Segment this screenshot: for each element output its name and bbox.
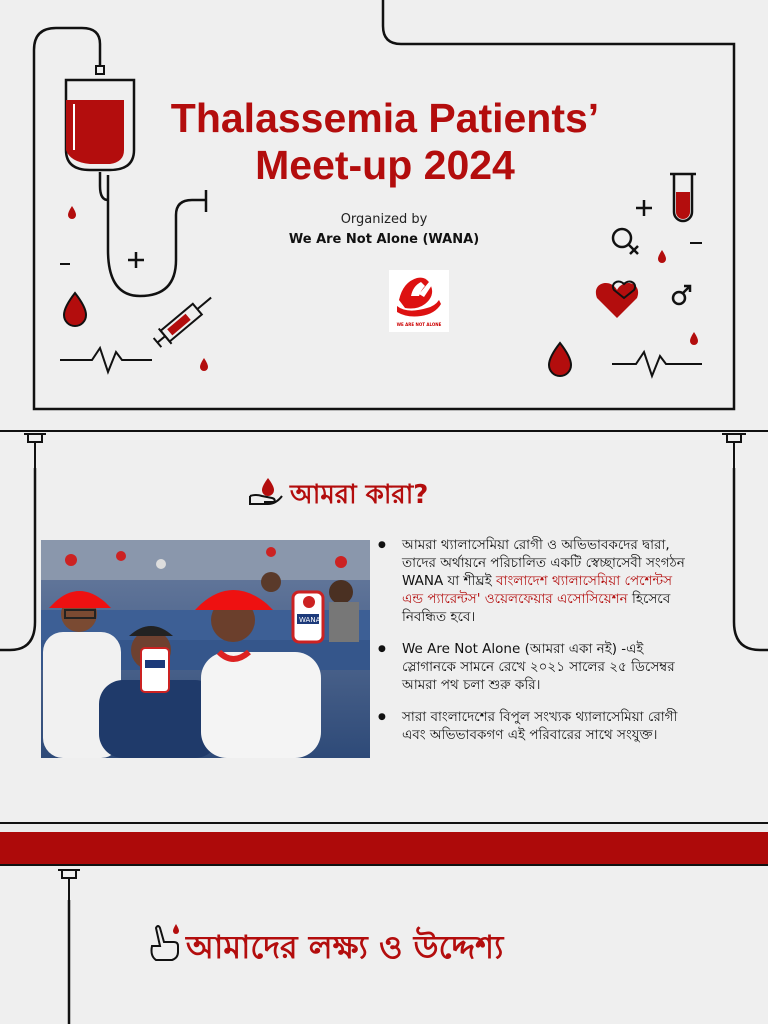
event-photo <box>41 540 370 758</box>
female-symbol-icon <box>613 229 638 254</box>
organized-by-label: Organized by <box>340 212 428 227</box>
hand-pointing-icon <box>152 924 180 960</box>
iv-bag-icon <box>66 66 134 200</box>
helping-hands-icon <box>389 270 449 322</box>
red-band <box>0 832 768 864</box>
logo-text: WE ARE NOT ALONE <box>396 322 442 327</box>
title-line-2: Meet-up 2024 <box>255 142 515 188</box>
association-name-highlight: বাংলাদেশ থ্যালাসেমিয়া পেশেন্টস এন্ড প্যারেন্টস' ওয়েলফেয়ার এসোসিয়েশন <box>402 573 673 607</box>
who-bullet-list <box>378 536 690 758</box>
heart-icon <box>596 282 638 318</box>
heartbeat-icon <box>612 352 702 376</box>
hand-blood-drop-icon <box>250 478 282 504</box>
heartbeat-icon <box>60 348 152 372</box>
list-item: ● আমরা থ্যালাসেমিয়া রোগী ও অভিভাবকদের দ্বারা, তাদের অর্থায়নে পরিচালিত একটি স্বেচ্ছাসেবী সংগঠন WANA যা শীঘ্রই বাংলাদেশ থ্যালাসেমিয়া পেশেন্টস এন্ড প্যারেন্টস' ওয়েলফেয়ার এসোসিয়েশন হিসেবে নিবন্ধিত হবে। <box>378 536 690 626</box>
wana-logo <box>389 270 449 332</box>
test-tube-icon <box>670 174 696 221</box>
photo-illustration <box>41 540 370 758</box>
divider <box>0 822 768 824</box>
list-item: ● সারা বাংলাদেশের বিপুল সংখ্যক থ্যালাসেমিয়া রোগী এবং অভিভাবকগণ এই পরিবারের সাথে সংযুক্ত। <box>378 708 690 744</box>
blood-drop-icon <box>68 206 76 219</box>
blood-drop-icon <box>64 293 86 326</box>
page-title <box>150 95 620 189</box>
syringe-icon <box>151 290 217 350</box>
male-symbol-icon <box>673 286 690 304</box>
section-title-who-we-are: আমরা কারা? <box>290 480 429 510</box>
list-item: ● We Are Not Alone (আমরা একা নই) -এই স্লোগানকে সামনে রেখে ২০২১ সালের ২৫ ডিসেম্বর আমরা পথ চলা শুরু করি। <box>378 640 690 694</box>
title-line-1: Thalassemia Patients’ <box>170 95 600 141</box>
header-section <box>0 0 768 430</box>
section-title-goals: আমাদের লক্ষ্য ও উদ্দেশ্য <box>186 928 504 966</box>
photo-badge: WANA <box>299 616 321 624</box>
organizer-name: We Are Not Alone (WANA) <box>288 232 480 247</box>
